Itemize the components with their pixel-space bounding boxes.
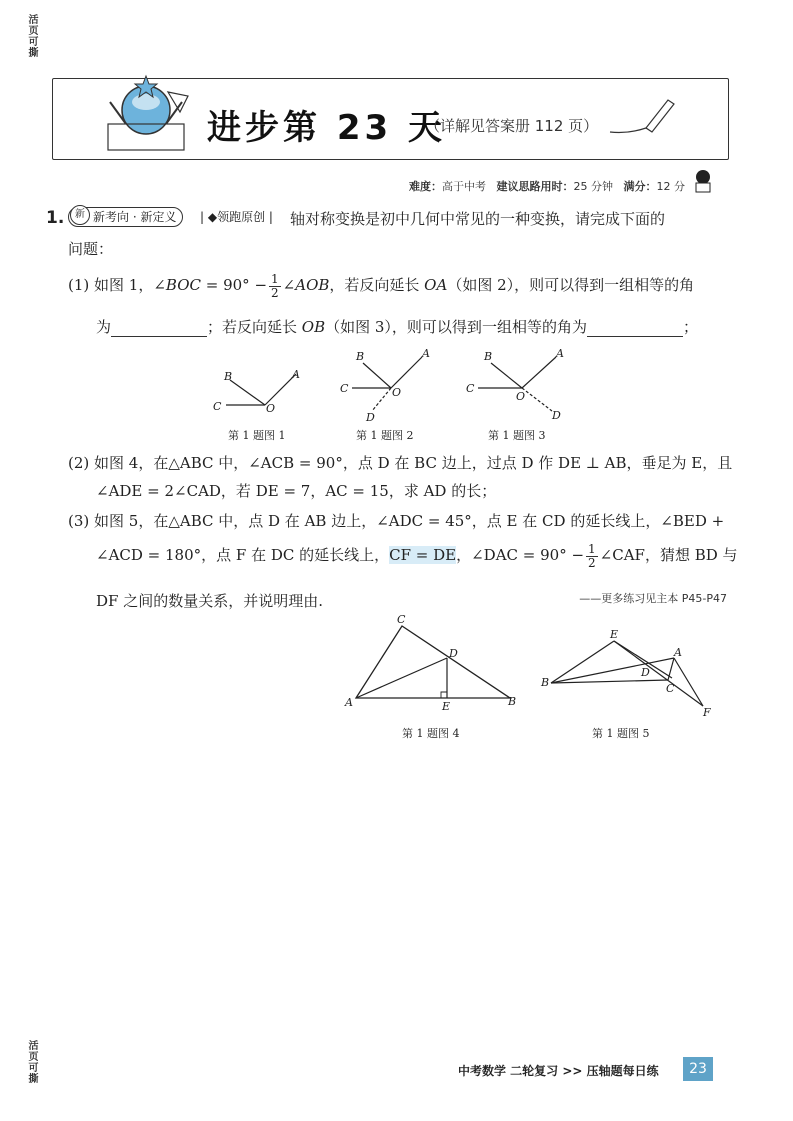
fig3-label-a: A bbox=[556, 347, 564, 360]
fig1-caption: 第 1 题图 1 bbox=[228, 429, 286, 442]
tag-original: | ◆领跑原创 | bbox=[200, 210, 273, 224]
fig4-label-b: B bbox=[508, 695, 517, 708]
fig5-label-c: C bbox=[666, 682, 675, 695]
fig4-label-a: A bbox=[345, 696, 353, 709]
side-tag-bottom: 活页可撕 bbox=[26, 1040, 37, 1084]
fig5-label-e: E bbox=[610, 628, 619, 641]
fig3-caption: 第 1 题图 3 bbox=[488, 429, 546, 442]
side-tag-top: 活页可撕 bbox=[26, 14, 37, 58]
figure-1 bbox=[208, 360, 308, 420]
part1-line1: (1) 如图 1，∠BOC = 90° − $\frac{1}{2}$ ∠AOB，若反向延长 OA（如图 2），则可以得到一组相等的角 bbox=[68, 271, 695, 300]
fig3-label-o: O bbox=[516, 390, 526, 403]
page-number: 23 bbox=[683, 1057, 713, 1081]
figure-4 bbox=[340, 612, 530, 717]
fig3-label-d: D bbox=[552, 409, 561, 422]
fig4-label-c: C bbox=[397, 613, 406, 626]
part3-line2: ∠ACD = 180°，点 F 在 DC 的延长线上，CF = DE，∠DAC = 90° − $\frac{1}{2}$ ∠CAF，猜想 BD 与 bbox=[96, 541, 738, 570]
tag-new-direction: 新 新考向 · 新定义 bbox=[68, 207, 183, 227]
fig3-label-b: B bbox=[484, 350, 493, 363]
meta-line: 难度：高于中考 建议思路用时：25 分钟 满分：12 分 bbox=[409, 180, 685, 193]
fig1-label-a: A bbox=[292, 368, 300, 381]
fig4-caption: 第 1 题图 4 bbox=[402, 727, 460, 740]
fig1-label-c: C bbox=[213, 400, 222, 413]
figure-5 bbox=[540, 628, 720, 720]
new-badge-icon: 新 bbox=[70, 205, 90, 225]
answer-blank-1[interactable] bbox=[111, 322, 207, 337]
fig2-label-d: D bbox=[366, 411, 375, 424]
timer-icon bbox=[692, 168, 714, 194]
fig2-label-a: A bbox=[422, 347, 430, 360]
pen-icon bbox=[608, 94, 678, 138]
fig5-label-d: D bbox=[641, 666, 650, 679]
fig5-label-f: F bbox=[703, 706, 711, 719]
question-number: 1. bbox=[46, 208, 65, 228]
figure-2 bbox=[336, 345, 436, 425]
part3-line3: DF 之间的数量关系，并说明理由. bbox=[96, 592, 323, 610]
fig3-label-c: C bbox=[466, 382, 475, 395]
answer-blank-2[interactable] bbox=[587, 322, 683, 337]
intro-line-1: 轴对称变换是初中几何中常见的一种变换，请完成下面的 bbox=[290, 210, 666, 228]
fig2-label-b: B bbox=[356, 350, 365, 363]
part2-line1: (2) 如图 4，在△ABC 中，∠ACB = 90°，点 D 在 BC 边上，过点 D 作 DE ⊥ AB，垂足为 E，且 bbox=[68, 454, 733, 472]
page-subtitle: （详解见答案册 112 页） bbox=[425, 117, 599, 135]
fig5-label-b: B bbox=[541, 676, 550, 689]
footer-text: 中考数学 二轮复习 >> 压轴题每日练 bbox=[458, 1064, 659, 1078]
part3-line1: (3) 如图 5，在△ABC 中，点 D 在 AB 边上，∠ADC = 45°，点 E 在 CD 的延长线上，∠BED + bbox=[68, 512, 725, 530]
fig2-label-o: O bbox=[392, 386, 402, 399]
fig4-label-d: D bbox=[449, 647, 458, 660]
fig4-label-e: E bbox=[442, 700, 451, 713]
page-title: 进步第 23 天 bbox=[207, 108, 446, 148]
more-practice-note: ——更多练习见主本 P45-P47 bbox=[579, 592, 727, 605]
fig1-label-o: O bbox=[266, 402, 276, 415]
part2-line2: ∠ADE = 2∠CAD，若 DE = 7，AC = 15，求 AD 的长； bbox=[96, 482, 497, 500]
mascot-icon bbox=[96, 72, 196, 156]
fig5-label-a: A bbox=[674, 646, 682, 659]
intro-line-2: 问题： bbox=[68, 240, 114, 258]
fig5-caption: 第 1 题图 5 bbox=[592, 727, 650, 740]
fig1-label-b: B bbox=[224, 370, 233, 383]
fig2-caption: 第 1 题图 2 bbox=[356, 429, 414, 442]
fig2-label-c: C bbox=[340, 382, 349, 395]
figure-3 bbox=[464, 345, 574, 425]
part1-line2: 为 ；若反向延长 OB（如图 3），则可以得到一组相等的角为 ； bbox=[96, 318, 698, 336]
